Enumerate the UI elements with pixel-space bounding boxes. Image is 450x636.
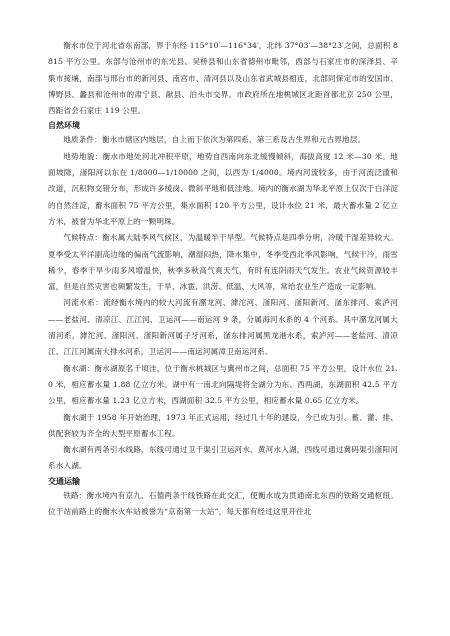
railway-paragraph: 铁路：衡水境内有京九、石德两条干线铁路在此交汇，使衡水成为贯通南北东西的铁路交通枢纽。位于站前路上的衡水火车站被誉为“京南第一大站”，每天都有经过这里开往北 (48, 490, 398, 517)
lake-history-paragraph: 衡水湖于 1958 年开始治理，1973 年正式运用，经过几十年的建设，今已成为引、蓄、灌、排、供配套较为齐全的大型平原蓄水工程。 (48, 412, 398, 438)
document-page (48, 38, 398, 520)
rivers-paragraph: 河流水系：流经衡水境内的较大河流有潴龙河、滹沱河、滏阳河、滏阳新河、滏东排河、索泸河——老盐河、清凉江、江江河、卫运河——南运河 9 条，分属海河水系的 4 个河系。其中潴龙河属大清河系，滹沱河、滏阳河、滏阳新河属子牙河系，滏东排河属黑龙港水系，索泸河——老盐河、清凉江、江江河属南大排水河系，卫运河——南运河属漳卫南运河系。 (48, 298, 398, 357)
section-heading-transport: 交通运输 (48, 476, 80, 486)
section-heading-nature: 自然环境 (48, 121, 80, 131)
lake-water-lines-paragraph: 衡水湖有两条引水线路，东线可通过卫千渠引卫运河水、黄河水入湖，西线可通过冀码渠引滏阳河系水入湖。 (48, 445, 398, 471)
terrain-paragraph: 地势地貌：衡水市地处河北冲积平原，地势自西南向东北缓慢倾斜，海拔高度 12 米—30 米。地面坡降，滏阳河以东在 1/8000—1/10000 之间，以西为 1/4000。境内河流较多，由于河流泛滥和改道，沉积物交错分布，形成许多缓岗、微斜平地和低洼地。境内的衡水湖为华北平原上仅次于白洋淀的自然洼淀，蓄水面积 75 平方公里，集水面积 120 平方公里，设计水位 21 米，最大蓄水量 2 亿立方米，被誉为华北平原上的一颗明珠。 (48, 151, 398, 226)
geology-paragraph: 地质条件：衡水市辖区内地层，自上而下依次为第四系、第三系及古生界和元古界地层。 (63, 135, 366, 145)
hengshui-lake-paragraph: 衡水湖：衡水湖原名千顷洼，位于衡水桃城区与冀州市之间，总面积 75 平方公里，设计水位 21.0 米，相应蓄水量 1.88 亿立方米。湖中有一南北向隔堤将全湖分为东、西两湖，东湖面积 42.5 平方公里，相应蓄水量 1.23 亿立方米，西湖面积 32.5 平方公里，相应蓄水量 0.65 亿立方米。 (48, 363, 398, 406)
intro-paragraph: 衡水市位于河北省东南部，界于东经 115°10′—116°34′，北纬 37°03′—38°23′之间，总面积 8815 平方公里。东部与沧州市的东光县、吴桥县和山东省德州市毗邻，西部与石家庄市的深泽县、辛集市接壤，南部与邢台市的新河县、南宫市、清河县以及山东省武城县相连，北部同保定市的安国市、博野县、蠡县和沧州市的肃宁县、献县、泊头市交界。市政府所在地桃城区北距首都北京 250 公里，西距省会石家庄 119 公里。 (48, 41, 398, 116)
climate-paragraph: 气候特点：衡水属大陆季风气候区，为温暖半干旱型。气候特点是四季分明，冷暖干湿差异较大。夏季受太平洋副高边缘的偏南气流影响，潮湿闷热，降水集中，冬季受西北季风影响，气候干冷，雨雪稀少，春季干旱少雨多风增温快，秋季多秋高气爽天气，有时有连阴雨天气发生。农业气候资源较丰富，但是自然灾害也频繁发生，干旱、冰雹、洪涝、低温、大风等，常给农业生产造成一定影响。 (48, 233, 398, 292)
